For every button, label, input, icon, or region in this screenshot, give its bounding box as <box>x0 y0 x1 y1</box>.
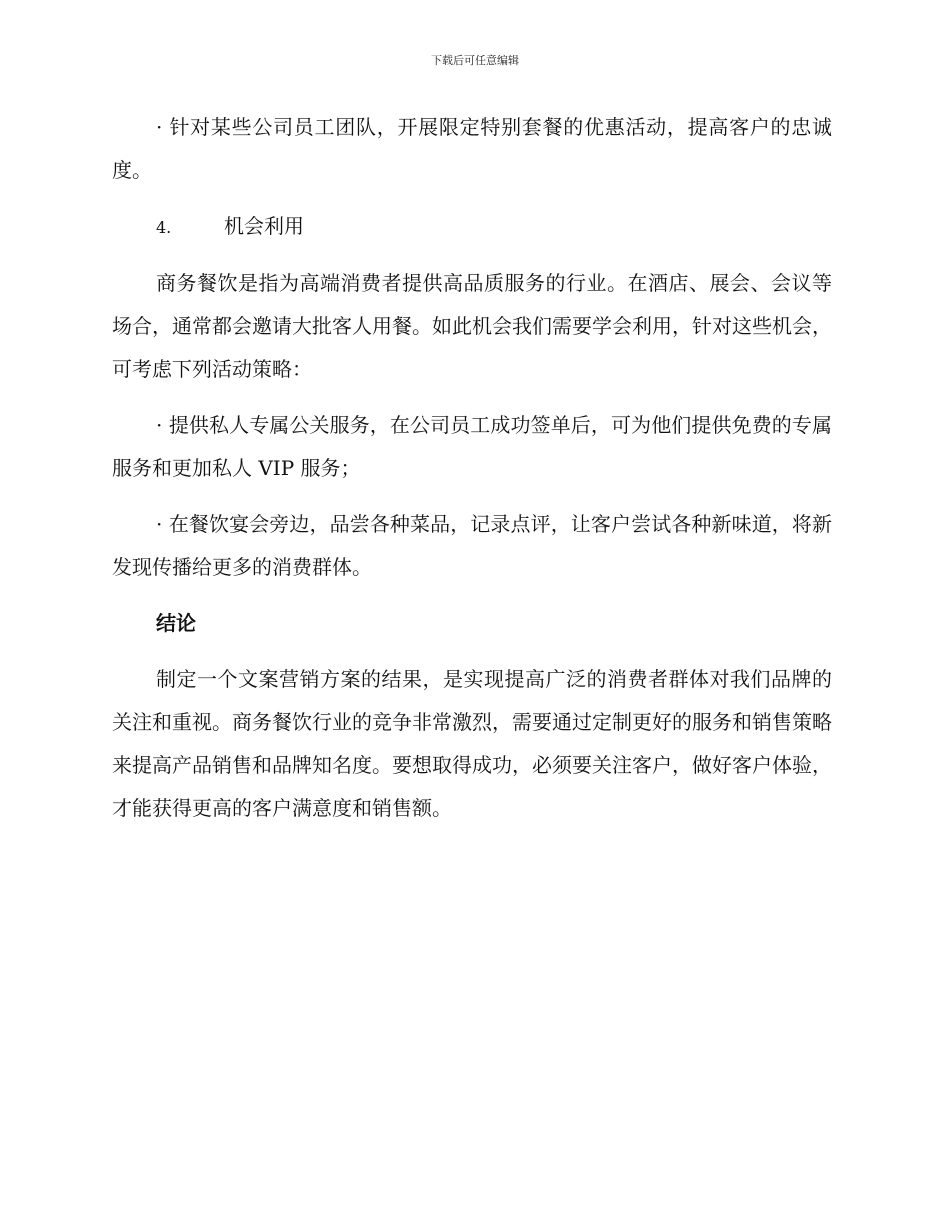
opportunity-paragraph: 商务餐饮是指为高端消费者提供高品质服务的行业。在酒店、展会、会议等场合，通常都会邀请大批客人用餐。如此机会我们需要学会利用，针对这些机会，可考虑下列活动策略： <box>112 271 832 381</box>
page-header: 下载后可任意编辑 <box>431 54 519 67</box>
section-4-title: 机会利用 <box>224 214 304 238</box>
conclusion-paragraph: 制定一个文案营销方案的结果，是实现提高广泛的消费者群体对我们品牌的关注和重视。商务餐饮行业的竞争非常激烈，需要通过定制更好的服务和销售策略来提高产品销售和品牌知名度。要想取得成功，必须要关注客户，做好客户体验，才能获得更高的客户满意度和销售额。 <box>112 667 832 820</box>
section-4-heading <box>112 205 832 249</box>
conclusion-heading: 结论 <box>156 611 196 635</box>
bullet-loyalty: · 针对某些公司员工团队，开展限定特别套餐的优惠活动，提高客户的忠诚度。 <box>112 115 832 182</box>
section-4-number: 4. <box>156 218 172 237</box>
bullet-pr-service: · 提供私人专属公关服务，在公司员工成功签单后，可为他们提供免费的专属服务和更加私人 VIP 服务； <box>112 413 832 480</box>
bullet-tasting: · 在餐饮宴会旁边，品尝各种菜品，记录点评，让客户尝试各种新味道，将新发现传播给更多的消费群体。 <box>112 512 832 579</box>
document-body <box>112 106 832 843</box>
